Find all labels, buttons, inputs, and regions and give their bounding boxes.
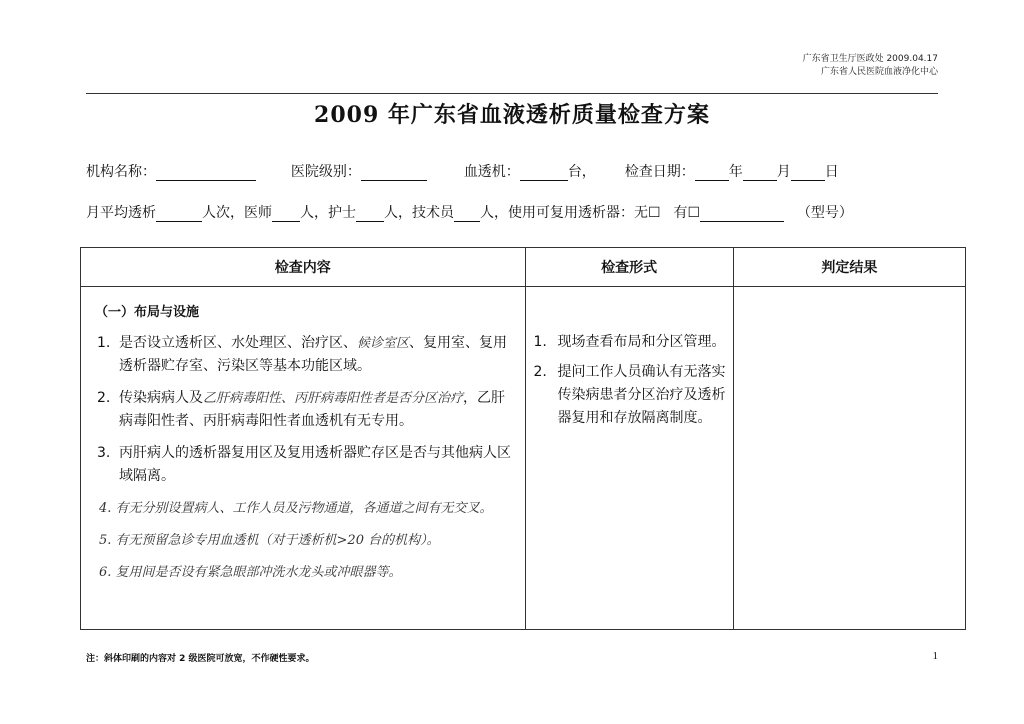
content-item-4: 4. 有无分别设置病人、工作人员及污物通道，各通道之间有无交叉。 bbox=[99, 501, 493, 516]
month-label: 月 bbox=[776, 164, 791, 180]
form-item-1 bbox=[526, 331, 733, 354]
year-label: 年 bbox=[728, 164, 743, 180]
header-divider bbox=[86, 93, 938, 94]
footnote: 注：斜体印刷的内容对 2 级医院可放宽，不作硬性要求。 bbox=[86, 654, 315, 664]
org-label: 机构名称： bbox=[86, 164, 156, 180]
item-number: 3. bbox=[97, 445, 111, 461]
checkbox-none[interactable]: ☐ bbox=[648, 205, 661, 221]
model-label: （型号） bbox=[796, 205, 853, 221]
item-text: 传染病病人及 bbox=[119, 390, 203, 406]
item-text: 丙肝病人的透析器复用区及复用透析器贮存区是否与其他病人区域隔离。 bbox=[119, 445, 511, 484]
model-blank[interactable] bbox=[700, 207, 784, 222]
date-label: 检查日期： bbox=[624, 164, 695, 180]
header-content: 检查内容 bbox=[81, 248, 526, 287]
content-item-3 bbox=[81, 442, 525, 488]
has-label: 有 bbox=[673, 205, 688, 221]
form-cell bbox=[525, 287, 733, 630]
doctor-blank[interactable] bbox=[272, 207, 300, 222]
day-label: 日 bbox=[824, 164, 839, 180]
page-number: 1 bbox=[932, 650, 938, 662]
content-item-1 bbox=[81, 332, 525, 378]
machine-blank[interactable] bbox=[520, 166, 568, 181]
header-form: 检查形式 bbox=[525, 248, 733, 287]
table-header-row bbox=[81, 248, 966, 287]
year-blank[interactable] bbox=[695, 166, 729, 181]
header-result: 判定结果 bbox=[733, 248, 965, 287]
item-number: 1. bbox=[97, 335, 111, 351]
tech-unit: 人，使用可复用透析器：无 bbox=[480, 205, 648, 221]
item-text: ，乙肝病毒阳性者、丙肝病毒阳性者血透机有无专用。 bbox=[119, 390, 506, 429]
header-note-line1: 广东省卫生厅医政处 2009.04.17 bbox=[802, 54, 938, 64]
page-title: 2009 年广东省血液透析质量检查方案 bbox=[314, 102, 710, 128]
dialysis-blank[interactable] bbox=[156, 207, 202, 222]
header-note-line2: 广东省人民医院血液净化中心 bbox=[820, 67, 938, 77]
dialysis-label: 月平均透析 bbox=[86, 205, 156, 221]
item-number: 2. bbox=[97, 390, 111, 406]
level-blank[interactable] bbox=[361, 166, 427, 181]
info-row-2 bbox=[86, 202, 853, 222]
item-number: 1. bbox=[533, 334, 547, 350]
item-text: 提问工作人员确认有无落实传染病患者分区治疗及透析器复用和存放隔离制度。 bbox=[557, 364, 726, 426]
item-text: 是否设立透析区、水处理区、治疗区、 bbox=[119, 335, 357, 351]
item-text: 现场查看布局和分区管理。 bbox=[557, 334, 726, 350]
info-row-1 bbox=[86, 161, 839, 181]
checkbox-has[interactable]: ☐ bbox=[687, 205, 701, 221]
content-item-5: 5. 有无预留急诊专用血透机（对于透析机>20 台的机构）。 bbox=[99, 533, 440, 548]
table-row bbox=[81, 287, 966, 630]
header-note bbox=[803, 53, 938, 79]
item-number: 2. bbox=[533, 364, 547, 380]
content-list bbox=[81, 332, 525, 584]
content-item-2 bbox=[81, 387, 525, 433]
tech-blank[interactable] bbox=[454, 207, 480, 222]
item-italic-text: 乙肝病毒阳性、丙肝病毒阳性者是否分区治疗 bbox=[203, 391, 464, 406]
machine-label: 血透机： bbox=[463, 164, 520, 180]
nurse-blank[interactable] bbox=[356, 207, 384, 222]
doctor-unit: 人，护士 bbox=[300, 205, 356, 221]
day-blank[interactable] bbox=[791, 166, 825, 181]
nurse-unit: 人，技术员 bbox=[384, 205, 454, 221]
month-blank[interactable] bbox=[743, 166, 777, 181]
section-title: （一）布局与设施 bbox=[95, 305, 200, 320]
result-cell[interactable] bbox=[733, 287, 965, 630]
level-label: 医院级别： bbox=[290, 164, 361, 180]
content-cell bbox=[81, 287, 526, 630]
form-item-2 bbox=[526, 361, 733, 430]
org-blank[interactable] bbox=[156, 166, 256, 181]
item-italic-text: 候诊室区 bbox=[357, 336, 410, 351]
item-text: 、复用室、复用透析器贮存室、污染区等基本功能区域。 bbox=[119, 335, 508, 374]
inspection-table bbox=[80, 247, 966, 630]
dialysis-unit: 人次，医师 bbox=[202, 205, 272, 221]
form-list bbox=[526, 331, 733, 430]
machine-unit: 台， bbox=[567, 164, 596, 180]
content-item-6: 6. 复用间是否设有紧急眼部冲洗水龙头或冲眼器等。 bbox=[99, 565, 402, 580]
